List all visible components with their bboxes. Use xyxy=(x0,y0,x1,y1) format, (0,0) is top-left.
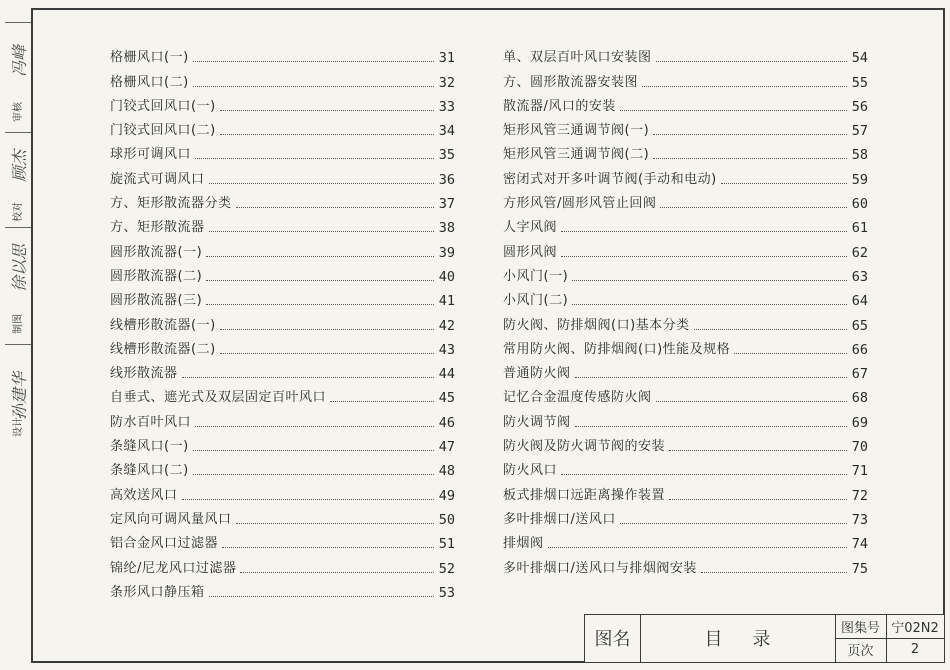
toc-entry-title: 散流器/风口的安装 xyxy=(503,98,616,114)
toc-entry-title: 旋流式可调风口 xyxy=(110,171,205,187)
dot-leader xyxy=(220,134,434,135)
signature-strip xyxy=(5,22,31,442)
atlas-number: 宁02N2 xyxy=(891,621,939,636)
dot-leader xyxy=(701,572,847,573)
dot-leader xyxy=(240,572,433,573)
dot-leader xyxy=(660,207,846,208)
toc-entry xyxy=(110,236,455,260)
toc-entry-title: 圆形散流器(一) xyxy=(110,244,203,260)
dot-leader xyxy=(620,110,847,111)
dot-leader xyxy=(220,329,434,330)
toc-entry-page: 74 xyxy=(851,536,868,553)
toc-entry xyxy=(110,334,455,358)
toc-entry xyxy=(503,285,868,309)
toc-entry-title: 方、矩形散流器分类 xyxy=(110,196,232,212)
toc-entry xyxy=(110,188,455,212)
toc-entry-title: 密闭式对开多叶调节阀(手动和电动) xyxy=(503,171,717,187)
toc-entry-title: 防火调节阀 xyxy=(503,414,571,430)
toc-entry xyxy=(503,431,868,455)
check-label: 校对 xyxy=(13,202,24,222)
toc-entry xyxy=(110,431,455,455)
toc-entry-page: 75 xyxy=(851,560,868,577)
dot-leader xyxy=(195,158,434,159)
dot-leader xyxy=(236,523,434,524)
toc-entry-page: 48 xyxy=(438,463,455,480)
toc-entry-title: 单、双层百叶风口安装图 xyxy=(503,50,652,66)
page-label: 页次 xyxy=(847,644,874,659)
title-block xyxy=(584,614,945,663)
toc-entry xyxy=(503,358,868,382)
page-number: 2 xyxy=(910,642,920,657)
toc-entry-page: 70 xyxy=(851,439,868,456)
toc-entry xyxy=(110,139,455,163)
toc-entry-page: 58 xyxy=(851,147,868,164)
dot-leader xyxy=(572,304,847,305)
toc-entry xyxy=(503,261,868,285)
dot-leader xyxy=(182,377,434,378)
dot-leader xyxy=(193,86,434,87)
toc-entry-title: 圆形散流器(二) xyxy=(110,268,203,284)
dot-leader xyxy=(209,183,434,184)
dot-leader xyxy=(193,61,434,62)
toc-entry-title: 记忆合金温度传感防火阀 xyxy=(503,390,652,406)
toc-entry xyxy=(110,115,455,139)
toc-entry-page: 54 xyxy=(851,50,868,67)
dot-leader xyxy=(195,426,434,427)
dot-leader xyxy=(561,231,847,232)
design-label: 设计 xyxy=(13,417,24,437)
dot-leader xyxy=(669,450,847,451)
toc-entry-page: 43 xyxy=(438,341,455,358)
toc-entry-title: 门铰式回风口(二) xyxy=(110,123,216,139)
dot-leader xyxy=(209,231,434,232)
toc-entry-title: 防火风口 xyxy=(503,463,558,479)
toc-entry-page: 41 xyxy=(438,293,455,310)
toc-entry-page: 61 xyxy=(851,220,868,237)
toc-entry-page: 64 xyxy=(851,293,868,310)
dot-leader xyxy=(222,547,434,548)
toc-entry xyxy=(503,382,868,406)
dot-leader xyxy=(694,329,847,330)
toc-entry-page: 33 xyxy=(438,98,455,115)
toc-entry-page: 66 xyxy=(851,341,868,358)
dot-leader xyxy=(653,158,847,159)
dot-leader xyxy=(193,450,434,451)
toc-entry-page: 67 xyxy=(851,366,868,383)
toc-entry-title: 板式排烟口远距离操作装置 xyxy=(503,487,666,503)
toc-entry xyxy=(503,236,868,260)
toc-entry-page: 68 xyxy=(851,390,868,407)
toc-entry-page: 42 xyxy=(438,317,455,334)
toc-entry-title: 圆形风阀 xyxy=(503,244,558,260)
toc-entry xyxy=(110,406,455,430)
check-signature: 顾杰 xyxy=(10,149,29,182)
toc-entry-title: 防水百叶风口 xyxy=(110,414,192,430)
toc-entry xyxy=(503,139,868,163)
toc-entry xyxy=(110,163,455,187)
toc-entry xyxy=(110,577,455,601)
toc-entry-title: 门铰式回风口(一) xyxy=(110,98,216,114)
toc-entry-title: 小风门(二) xyxy=(503,293,569,309)
dot-leader xyxy=(236,207,434,208)
toc-entry-page: 44 xyxy=(438,366,455,383)
toc-entry-title: 矩形风管三通调节阀(一) xyxy=(503,123,650,139)
toc-entry-page: 35 xyxy=(438,147,455,164)
toc-entry xyxy=(503,552,868,576)
draw-signature: 徐以思 xyxy=(10,243,29,292)
toc-entry-title: 格栅风口(一) xyxy=(110,50,189,66)
toc-entry-title: 多叶排烟口/送风口与排烟阀安装 xyxy=(503,560,697,576)
toc-entry-title: 线槽形散流器(二) xyxy=(110,341,216,357)
dot-leader xyxy=(572,280,847,281)
dot-leader xyxy=(620,523,847,524)
toc-entry xyxy=(110,212,455,236)
dot-leader xyxy=(656,61,847,62)
dot-leader xyxy=(575,377,847,378)
toc-entry xyxy=(503,212,868,236)
dot-leader xyxy=(206,256,434,257)
toc-entry-title: 高效送风口 xyxy=(110,487,178,503)
toc-entry-page: 69 xyxy=(851,414,868,431)
drawing-title: 目录 xyxy=(704,629,801,650)
toc-entry-page: 37 xyxy=(438,196,455,213)
toc-entry-page: 65 xyxy=(851,317,868,334)
toc-right-column xyxy=(503,42,868,577)
toc-entry xyxy=(110,552,455,576)
toc-entry-title: 格栅风口(二) xyxy=(110,74,189,90)
toc-entry xyxy=(503,163,868,187)
toc-entry xyxy=(503,479,868,503)
toc-entry-page: 50 xyxy=(438,511,455,528)
dot-leader xyxy=(653,134,847,135)
toc-entry xyxy=(503,309,868,333)
toc-entry-page: 53 xyxy=(438,584,455,601)
dot-leader xyxy=(330,401,434,402)
dot-leader xyxy=(220,353,434,354)
toc-entry-page: 57 xyxy=(851,123,868,140)
toc-entry-page: 46 xyxy=(438,414,455,431)
toc-entry-title: 小风门(一) xyxy=(503,268,569,284)
review-signature: 冯峰 xyxy=(10,44,29,77)
toc-entry xyxy=(110,91,455,115)
dot-leader xyxy=(182,499,434,500)
toc-entry-title: 圆形散流器(三) xyxy=(110,293,203,309)
toc-entry-title: 线槽形散流器(一) xyxy=(110,317,216,333)
toc-entry-title: 常用防火阀、防排烟阀(口)性能及规格 xyxy=(503,341,731,357)
dot-leader xyxy=(548,547,847,548)
toc-entry-title: 锦纶/尼龙风口过滤器 xyxy=(110,560,237,576)
toc-entry xyxy=(110,382,455,406)
toc-entry-title: 方、矩形散流器 xyxy=(110,220,205,236)
dot-leader xyxy=(561,474,847,475)
toc-entry xyxy=(503,66,868,90)
toc-entry-title: 普通防火阀 xyxy=(503,366,571,382)
toc-entry xyxy=(110,479,455,503)
toc-entry-page: 32 xyxy=(438,74,455,91)
toc-entry-page: 45 xyxy=(438,390,455,407)
toc-entry-page: 52 xyxy=(438,560,455,577)
toc-entry-page: 49 xyxy=(438,487,455,504)
toc-entry-page: 73 xyxy=(851,511,868,528)
toc-entry xyxy=(503,42,868,66)
toc-left-column xyxy=(110,42,455,601)
toc-entry xyxy=(503,455,868,479)
dot-leader xyxy=(669,499,847,500)
dot-leader xyxy=(656,401,847,402)
toc-entry-title: 方、圆形散流器安装图 xyxy=(503,74,639,90)
dot-leader xyxy=(734,353,847,354)
toc-entry xyxy=(110,358,455,382)
atlas-label: 图集号 xyxy=(840,621,880,636)
toc-entry xyxy=(503,91,868,115)
toc-entry-page: 31 xyxy=(438,50,455,67)
toc-entry xyxy=(110,504,455,528)
toc-entry-page: 38 xyxy=(438,220,455,237)
toc-entry xyxy=(503,406,868,430)
toc-entry-page: 36 xyxy=(438,171,455,188)
toc-entry-page: 51 xyxy=(438,536,455,553)
dot-leader xyxy=(206,304,434,305)
toc-entry xyxy=(110,285,455,309)
toc-entry xyxy=(110,455,455,479)
toc-entry-title: 防火阀、防排烟阀(口)基本分类 xyxy=(503,317,690,333)
toc-entry-title: 铝合金风口过滤器 xyxy=(110,536,219,552)
toc-entry-title: 方形风管/圆形风管止回阀 xyxy=(503,196,657,212)
toc-entry-page: 55 xyxy=(851,74,868,91)
draw-label: 制图 xyxy=(13,314,24,334)
toc-entry-title: 条形风口静压箱 xyxy=(110,584,205,600)
toc-entry xyxy=(503,528,868,552)
dot-leader xyxy=(642,86,847,87)
toc-entry xyxy=(503,334,868,358)
toc-entry xyxy=(110,528,455,552)
toc-entry-title: 条缝风口(一) xyxy=(110,439,189,455)
dot-leader xyxy=(721,183,847,184)
toc-entry-title: 球形可调风口 xyxy=(110,147,192,163)
toc-entry-page: 47 xyxy=(438,439,455,456)
toc-entry xyxy=(110,42,455,66)
toc-entry-page: 71 xyxy=(851,463,868,480)
design-signature: 孙建华 xyxy=(10,371,29,420)
toc-entry-page: 34 xyxy=(438,123,455,140)
dot-leader xyxy=(561,256,847,257)
dot-leader xyxy=(575,426,847,427)
toc-entry-title: 防火阀及防火调节阀的安装 xyxy=(503,439,666,455)
dot-leader xyxy=(206,280,434,281)
name-label: 图名 xyxy=(594,629,631,650)
dot-leader xyxy=(209,596,434,597)
toc-entry-page: 39 xyxy=(438,244,455,261)
toc-entry-page: 59 xyxy=(851,171,868,188)
toc-entry-page: 63 xyxy=(851,268,868,285)
toc-entry xyxy=(110,309,455,333)
toc-entry-title: 线形散流器 xyxy=(110,366,178,382)
toc-entry-page: 60 xyxy=(851,196,868,213)
toc-entry-title: 定风向可调风量风口 xyxy=(110,511,232,527)
toc-entry xyxy=(503,115,868,139)
toc-entry-title: 多叶排烟口/送风口 xyxy=(503,511,616,527)
toc-entry xyxy=(110,261,455,285)
toc-entry xyxy=(503,504,868,528)
toc-entry-title: 条缝风口(二) xyxy=(110,463,189,479)
toc-entry-page: 40 xyxy=(438,268,455,285)
toc-entry-title: 自垂式、遮光式及双层固定百叶风口 xyxy=(110,390,327,406)
toc-entry-page: 72 xyxy=(851,487,868,504)
dot-leader xyxy=(193,474,434,475)
toc-entry xyxy=(503,188,868,212)
toc-entry-title: 人字风阀 xyxy=(503,220,558,236)
dot-leader xyxy=(220,110,434,111)
review-label: 审核 xyxy=(13,102,24,122)
toc-entry-title: 矩形风管三通调节阀(二) xyxy=(503,147,650,163)
toc-entry xyxy=(110,66,455,90)
toc-entry-page: 62 xyxy=(851,244,868,261)
toc-entry-page: 56 xyxy=(851,98,868,115)
toc-entry-title: 排烟阀 xyxy=(503,536,544,552)
